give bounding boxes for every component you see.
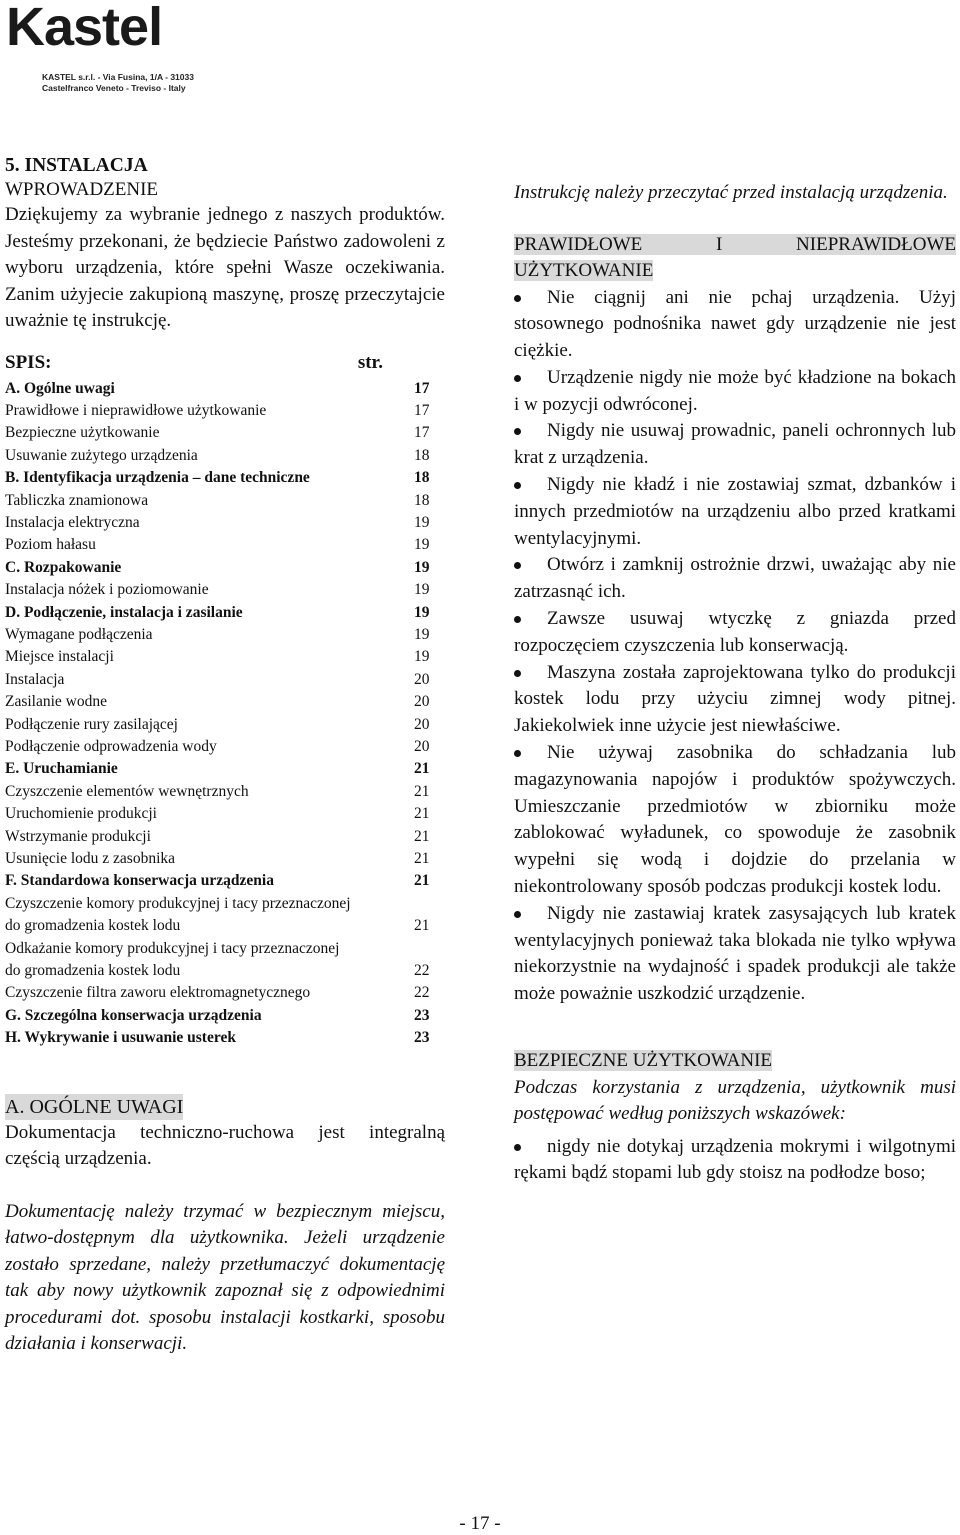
right-column <box>514 180 956 1187</box>
usage-title-text: PRAWIDŁOWE I NIEPRAWIDŁOWE UŻYTKOWANIE <box>514 233 956 281</box>
toc-entry-page: 19 <box>414 648 430 666</box>
toc-entry <box>5 848 442 870</box>
usage-item-text: Zawsze usuwaj wtyczkę z gniazda przed rozpoczęciem czyszczenia lub konserwacją. <box>514 608 956 656</box>
toc-entry-page: 21 <box>414 827 430 845</box>
toc-entry-page: 18 <box>414 446 430 464</box>
usage-item <box>514 660 956 740</box>
toc-entry <box>5 758 442 780</box>
toc-entry <box>5 579 442 601</box>
toc-entry-label: Tabliczka znamionowa <box>5 491 149 509</box>
toc-entry-label: Poziom hałasu <box>5 536 96 554</box>
usage-item-text: Otwórz i zamknij ostrożnie drzwi, uważając aby nie zatrzasnąć ich. <box>514 554 956 603</box>
bullet-icon <box>514 1144 521 1151</box>
toc-entry <box>5 534 442 556</box>
section-a <box>5 1094 445 1358</box>
read-instructions-note: Instrukcję należy przeczytać przed instalacją urządzenia. <box>514 182 948 203</box>
toc-entry <box>5 400 442 422</box>
toc-entry-label: G. Szczególna konserwacja urządzenia <box>5 1006 262 1024</box>
usage-item <box>514 740 956 901</box>
toc-entry-page: 17 <box>414 424 430 442</box>
section-a-title: A. OGÓLNE UWAGI <box>5 1095 184 1118</box>
toc-entry <box>5 938 442 983</box>
toc-entry-label: Czyszczenie filtra zaworu elektromagnetycznego <box>5 984 311 1002</box>
toc-entry-label-cont: do gromadzenia kostek lodu <box>5 917 181 935</box>
safe-usage-list <box>514 1134 956 1188</box>
intro-title: WPROWADZENIE <box>5 179 159 200</box>
toc-entry-label: Instalacja nóżek i poziomowanie <box>5 581 209 599</box>
toc-entry-page: 23 <box>414 1006 430 1024</box>
usage-item-text: Nie używaj zasobnika do schładzania lub magazynowania napojów i produktów spożywczych. Umieszczanie przedmiotów w zbiorniku może zablokować wyładunek, co spowoduje że zasobnik wypełni się wodą i dojdzie do przelania w niekontrolowany sposób podczas produkcji kostek lodu. <box>514 742 956 898</box>
toc-entry <box>5 714 442 736</box>
toc-entry <box>5 467 442 489</box>
safe-usage-intro: Podczas korzystania z urządzenia, użytkownik musi postępować według poniższych wskazówek: <box>514 1076 956 1125</box>
toc-entry-label: Uruchomienie produkcji <box>5 805 157 823</box>
usage-item-text: Maszyna została zaprojektowana tylko do produkcji kostek lodu przy użyciu zimnej wody pitnej. Jakiekolwiek inne użycie jest niewłaściwe. <box>514 661 956 737</box>
toc-entry-label: H. Wykrywanie i usuwanie usterek <box>5 1029 236 1047</box>
toc-entry-page: 17 <box>414 379 430 397</box>
toc-entry-label: Bezpieczne użytkowanie <box>5 424 160 442</box>
toc-entry-label: D. Podłączenie, instalacja i zasilanie <box>5 603 243 621</box>
toc-entry-label: Czyszczenie komory produkcyjnej i tacy przeznaczonej <box>5 894 351 912</box>
toc-entry <box>5 602 442 624</box>
left-column <box>5 154 445 1358</box>
toc-entry-page: 21 <box>414 782 430 800</box>
toc-entry <box>5 445 442 467</box>
toc-entry-label: Miejsce instalacji <box>5 648 114 666</box>
toc-entry-page: 17 <box>414 401 430 419</box>
toc-entry-label: Usunięcie lodu z zasobnika <box>5 850 176 868</box>
toc-entry <box>5 669 442 691</box>
usage-item <box>514 901 956 1008</box>
toc-entry-page: 19 <box>414 625 430 643</box>
usage-item-text: Urządzenie nigdy nie może być kładzione na bokach i w pozycji odwróconej. <box>514 366 956 415</box>
toc-entry-label: F. Standardowa konserwacja urządzenia <box>5 872 274 890</box>
toc-entry-page: 20 <box>414 670 430 688</box>
toc-entry-label: Prawidłowe i nieprawidłowe użytkowanie <box>5 401 267 419</box>
usage-item <box>514 365 956 419</box>
toc-entry-page: 22 <box>414 984 430 1002</box>
section-a-italic-text: Dokumentację należy trzymać w bezpiecznym miejscu, łatwo-dostępnym dla użytkownika. Jeżeli urządzenie zostało sprzedane, należy przetłumaczyć dokumentację tak aby nowy użytkownik zapoznał się z odpowiednimi procedurami dot. sposobu instalacji kostkarki, sposobu działania i konserwacji. <box>5 1200 445 1355</box>
toc-entry <box>5 803 442 825</box>
usage-item <box>514 285 956 365</box>
toc-entry-page: 21 <box>414 760 430 778</box>
toc-page-label: str. <box>357 351 383 373</box>
toc-entry-label: Czyszczenie elementów wewnętrznych <box>5 782 249 800</box>
bullet-icon <box>514 295 521 302</box>
toc-entry-label: Instalacja elektryczna <box>5 513 140 531</box>
toc-entry-label: C. Rozpakowanie <box>5 558 122 576</box>
intro-text: Dziękujemy za wybranie jednego z naszych produktów. Jesteśmy przekonani, że będziecie Państwo zadowoleni z wyboru urządzenia, które spełni Wasze oczekiwania. Zanim użyjecie zakupioną maszynę, proszę przeczytajcie uważnie tę instrukcję. <box>5 204 445 331</box>
toc-entry-page: 21 <box>414 872 430 890</box>
toc-entry-page: 21 <box>414 917 430 935</box>
section-title: 5. INSTALACJA <box>5 155 148 176</box>
toc-entry <box>5 422 442 444</box>
toc-entry <box>5 557 442 579</box>
toc-entry-label: Usuwanie zużytego urządzenia <box>5 446 198 464</box>
toc-entry <box>5 982 442 1004</box>
safe-usage-item-text: nigdy nie dotykaj urządzenia mokrymi i wilgotnymi rękami bądź stopami lub gdy stoisz na podłodze boso; <box>514 1135 956 1184</box>
logo-address-line: KASTEL s.r.l. - Via Fusina, 1/A - 31033 <box>42 72 194 82</box>
toc-entry <box>5 512 442 534</box>
toc-entry-page: 21 <box>414 805 430 823</box>
toc-entry-label: E. Uruchamianie <box>5 760 118 778</box>
safe-usage-title <box>514 1048 956 1075</box>
toc-entry-page: 19 <box>414 558 430 576</box>
toc-entry-label: Podłączenie rury zasilającej <box>5 715 178 733</box>
usage-title <box>514 232 956 285</box>
safe-usage-title-text: BEZPIECZNE UŻYTKOWANIE <box>514 1050 773 1072</box>
toc-entry-label-cont: do gromadzenia kostek lodu <box>5 962 181 980</box>
page-number: - 17 - <box>459 1513 501 1534</box>
toc-entry <box>5 1027 442 1049</box>
usage-item <box>514 552 956 606</box>
toc-entry-page: 21 <box>414 850 430 868</box>
logo-city-line: Castelfranco Veneto - Treviso - Italy <box>42 83 186 93</box>
safe-usage-item <box>514 1134 956 1188</box>
toc-entry <box>5 1005 442 1027</box>
toc-entry <box>5 490 442 512</box>
usage-item <box>514 606 956 660</box>
toc-entry <box>5 646 442 668</box>
toc-entry-label: Odkażanie komory produkcyjnej i tacy przeznaczonej <box>5 939 340 957</box>
toc-entry-page: 23 <box>414 1029 430 1047</box>
bullet-icon <box>514 375 521 382</box>
usage-item <box>514 472 956 552</box>
toc-entry <box>5 624 442 646</box>
toc-entry-page: 20 <box>414 738 430 755</box>
toc-entry-page: 19 <box>414 536 430 554</box>
toc-entry-label: Instalacja <box>5 670 65 688</box>
toc-label: SPIS: <box>5 351 52 373</box>
logo-brand: Kastel <box>6 0 163 57</box>
bullet-icon <box>514 911 521 918</box>
toc-entry-label: A. Ogólne uwagi <box>5 379 115 397</box>
bullet-icon <box>514 616 521 623</box>
usage-item <box>514 418 956 472</box>
toc-entry <box>5 378 442 400</box>
toc-entry-page: 20 <box>414 693 430 711</box>
toc-header <box>5 352 383 374</box>
toc-entry-label: Podłączenie odprowadzenia wody <box>5 738 217 755</box>
toc-entry <box>5 870 442 892</box>
toc-entry-page: 19 <box>414 581 430 599</box>
bullet-icon <box>514 670 521 677</box>
toc-entry-page: 18 <box>414 469 430 487</box>
section-a-text: Dokumentacja techniczno-ruchowa jest integralną częścią urządzenia. <box>5 1121 445 1170</box>
usage-list <box>514 285 956 1009</box>
toc-entry-page: 18 <box>414 491 430 509</box>
toc-entry <box>5 691 442 713</box>
bullet-icon <box>514 750 521 757</box>
toc-entry-page: 20 <box>414 715 430 733</box>
toc-entry <box>5 893 442 938</box>
usage-item-text: Nigdy nie usuwaj prowadnic, paneli ochronnych lub krat z urządzenia. <box>514 420 956 469</box>
toc-entry-page: 19 <box>414 603 430 621</box>
toc-entry-label: Wymagane podłączenia <box>5 625 153 643</box>
toc-entry <box>5 736 442 758</box>
usage-item-text: Nie ciągnij ani nie pchaj urządzenia. Użyj stosownego podnośnika nawet gdy urządzenie nie jest ciężkie. <box>514 286 956 362</box>
toc-entry-page: 22 <box>414 962 430 980</box>
toc-entry <box>5 826 442 848</box>
toc-entry <box>5 781 442 803</box>
toc-entry-label: Zasilanie wodne <box>5 693 108 711</box>
toc-entry-label: Wstrzymanie produkcji <box>5 827 151 845</box>
usage-item-text: Nigdy nie zastawiaj kratek zasysających lub kratek wentylacyjnych ponieważ taka blokada nie tylko wpływa niekorzystnie na wydajność i spadek produkcji ale także może poważnie uszkodzić urządzenie. <box>514 902 956 1005</box>
table-of-contents <box>5 378 442 1050</box>
toc-entry-label: B. Identyfikacja urządzenia – dane techniczne <box>5 469 310 487</box>
toc-entry-page: 19 <box>414 513 430 531</box>
usage-item-text: Nigdy nie kładź i nie zostawiaj szmat, dzbanków i innych przedmiotów na urządzeniu albo przed kratkami wentylacyjnymi. <box>514 474 956 549</box>
kastel-logo <box>6 2 216 94</box>
